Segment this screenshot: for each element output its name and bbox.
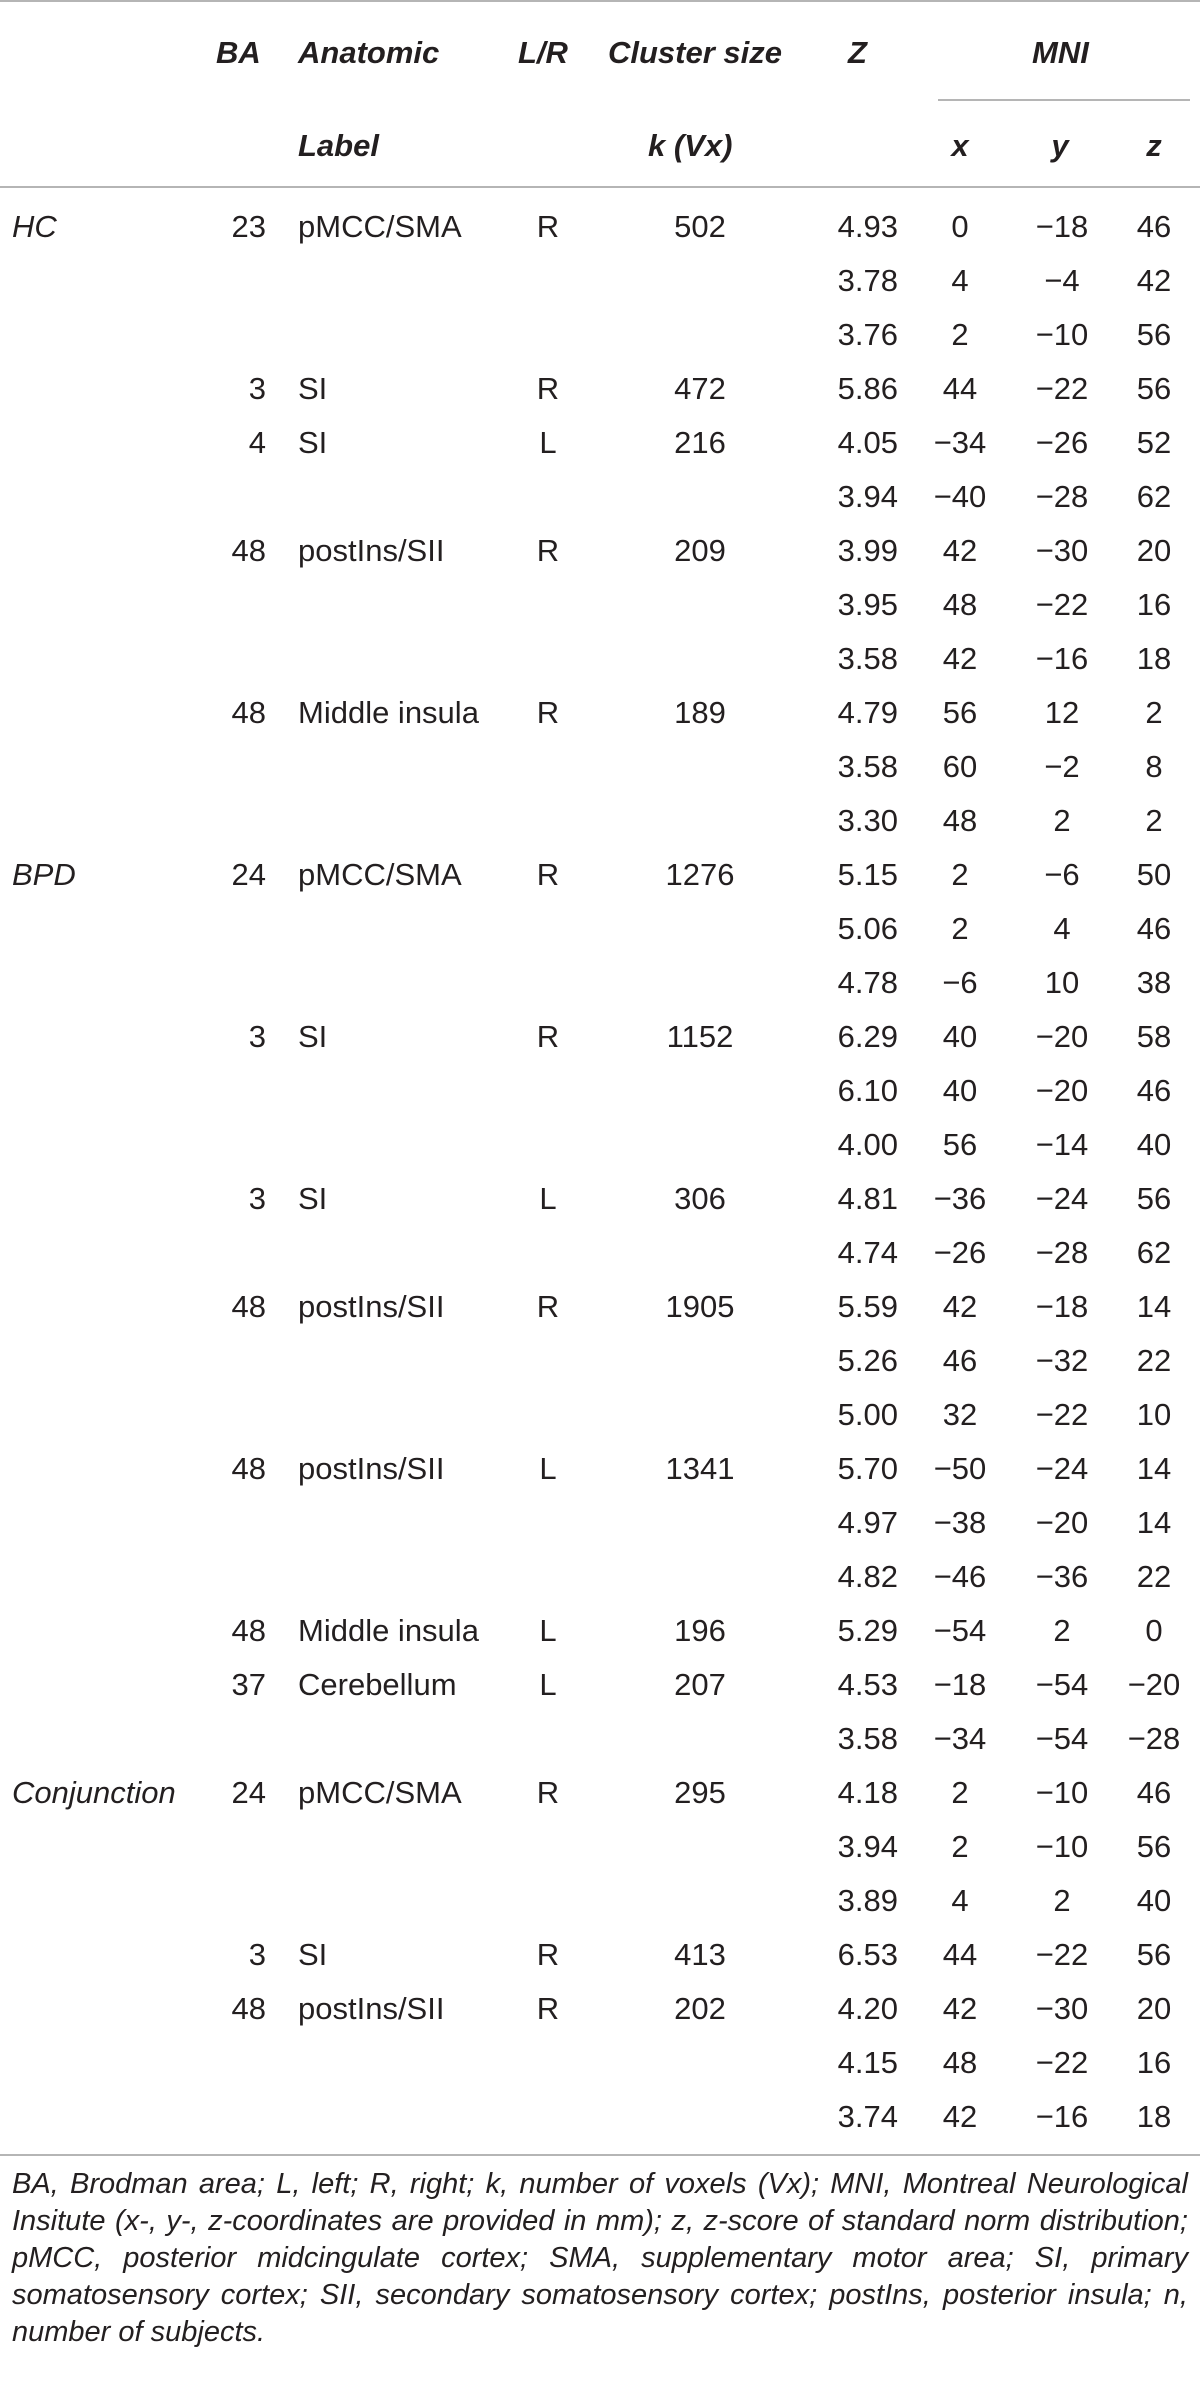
cell-mni-z: 10 [1136,1397,1172,1432]
cell-mni-y: −54 [1035,1667,1089,1702]
table-row [0,2036,1200,2090]
cell-mni-z: 56 [1136,1181,1172,1216]
cell-ba: 48 [231,1991,266,2026]
cell-mni-z: 20 [1136,533,1172,568]
table-top-rule [0,0,1200,2]
cell-mni-z: 56 [1136,317,1172,352]
cell-mni-y: −36 [1035,1559,1089,1594]
cell-mni-z: 62 [1136,479,1172,514]
cell-mni-z: 58 [1136,1019,1172,1054]
cell-lr: R [536,1289,560,1324]
cell-z-score: 6.53 [837,1937,898,1972]
table-row [0,362,1200,416]
table-row [0,1334,1200,1388]
cell-mni-y: −16 [1035,641,1089,676]
table-row [0,1388,1200,1442]
cell-mni-y: −24 [1035,1451,1089,1486]
cell-anatomic-label: pMCC/SMA [298,1775,462,1810]
table-row [0,1712,1200,1766]
cell-mni-y: −18 [1035,209,1089,244]
cell-anatomic-label: SI [298,1937,328,1972]
cell-mni-x: 2 [951,857,969,892]
cell-mni-y: −28 [1035,1235,1089,1270]
cell-mni-y: 2 [1053,1883,1071,1918]
cell-lr: R [536,1019,560,1054]
cell-mni-x: 56 [942,1127,978,1162]
table-row [0,1064,1200,1118]
cell-z-score: 4.78 [837,965,898,1000]
header-x: x [951,128,969,163]
cell-lr: L [539,425,557,460]
cell-mni-z: 46 [1136,1775,1172,1810]
cell-mni-y: −2 [1044,749,1080,784]
cell-z-score: 4.97 [837,1505,898,1540]
cell-ba: 24 [231,1775,266,1810]
cell-mni-x: 2 [951,1829,969,1864]
table-row [0,1928,1200,1982]
cell-anatomic-label: postIns/SII [298,1289,445,1324]
cell-z-score: 3.99 [837,533,898,568]
cell-mni-y: −10 [1035,317,1089,352]
cell-z-score: 3.94 [837,479,898,514]
table-row [0,1226,1200,1280]
cell-z-score: 3.78 [837,263,898,298]
cell-z-score: 3.76 [837,317,898,352]
cell-anatomic-label: pMCC/SMA [298,209,462,244]
cell-cluster-size: 1341 [665,1451,735,1486]
table-row [0,1496,1200,1550]
cell-mni-x: 42 [942,1991,978,2026]
cell-lr: L [539,1451,557,1486]
cell-mni-y: 4 [1053,911,1071,946]
cell-mni-z: 56 [1136,1937,1172,1972]
cell-mni-x: −54 [933,1613,987,1648]
table-row [0,1874,1200,1928]
cell-anatomic-label: pMCC/SMA [298,857,462,892]
table-row [0,470,1200,524]
cell-ba: 3 [248,1937,266,1972]
cell-mni-z: 8 [1145,749,1163,784]
header-k-vx: k (Vx) [648,128,733,163]
cell-mni-y: −32 [1035,1343,1089,1378]
cell-z-score: 6.10 [837,1073,898,1108]
cell-mni-z: 22 [1136,1559,1172,1594]
cell-cluster-size: 216 [674,425,726,460]
cell-group: HC [12,209,57,244]
cell-mni-x: 0 [951,209,969,244]
cell-mni-z: 50 [1136,857,1172,892]
cell-z-score: 5.29 [837,1613,898,1648]
mni-span-rule [938,99,1190,101]
cell-lr: R [536,857,560,892]
cell-group: BPD [12,857,76,892]
table-footnote: BA, Brodman area; L, left; R, right; k, number of voxels (Vx); MNI, Montreal Neurological Insitute (x-, y-, z-coordinates are provided in mm); z, z-score of standard norm distribution; pMCC, posterior midcingulate cortex; SMA, supplementary motor area; SI, primary somatosensory cortex; SII, secondary somatosensory cortex; postIns, posterior insula; n, number of subjects. [12,2168,1188,2348]
table-bottom-rule [0,2154,1200,2156]
cell-ba: 48 [231,533,266,568]
cell-ba: 48 [231,1451,266,1486]
cell-mni-y: 2 [1053,1613,1071,1648]
cell-z-score: 4.93 [837,209,898,244]
table-row [0,956,1200,1010]
cell-mni-y: 2 [1053,803,1071,838]
cell-z-score: 6.29 [837,1019,898,1054]
table-row [0,308,1200,362]
cell-mni-z: 18 [1136,2099,1172,2134]
cell-anatomic-label: postIns/SII [298,1991,445,2026]
table-row [0,1118,1200,1172]
cell-mni-z: 14 [1136,1451,1172,1486]
table-row [0,1550,1200,1604]
cell-z-score: 3.30 [837,803,898,838]
cell-z-score: 4.53 [837,1667,898,1702]
cell-z-score: 4.81 [837,1181,898,1216]
table-row [0,1820,1200,1874]
table-row [0,1604,1200,1658]
cell-ba: 37 [231,1667,266,1702]
cell-mni-x: 2 [951,1775,969,1810]
cell-z-score: 4.82 [837,1559,898,1594]
table-row [0,1010,1200,1064]
header-ba: BA [216,35,261,70]
cell-lr: R [536,371,560,406]
cell-cluster-size: 196 [674,1613,726,1648]
cell-ba: 48 [231,695,266,730]
cell-mni-y: −22 [1035,587,1089,622]
cell-z-score: 5.70 [837,1451,898,1486]
header-z: Z [848,35,867,70]
cell-mni-z: 22 [1136,1343,1172,1378]
cell-mni-x: 44 [942,371,978,406]
cell-mni-x: 40 [942,1019,978,1054]
cell-cluster-size: 1905 [665,1289,735,1324]
cell-mni-z: 16 [1136,2045,1172,2080]
cell-mni-z: 2 [1145,803,1163,838]
cell-mni-x: 32 [942,1397,978,1432]
cell-mni-x: −18 [933,1667,987,1702]
cell-mni-z: 56 [1136,371,1172,406]
cell-mni-z: 38 [1136,965,1172,1000]
cell-mni-z: 16 [1136,587,1172,622]
cell-mni-y: −54 [1035,1721,1089,1756]
cell-ba: 4 [248,425,266,460]
table-row [0,254,1200,308]
header-z-coord: z [1146,128,1162,163]
cell-mni-y: 12 [1044,695,1080,730]
cell-mni-x: 2 [951,317,969,352]
cell-mni-x: 44 [942,1937,978,1972]
cell-lr: L [539,1181,557,1216]
table-row [0,1442,1200,1496]
cell-anatomic-label: SI [298,425,328,460]
cell-z-score: 5.26 [837,1343,898,1378]
cell-mni-z: 56 [1136,1829,1172,1864]
cell-mni-z: 40 [1136,1127,1172,1162]
cell-mni-x: 60 [942,749,978,784]
table-row [0,416,1200,470]
cell-anatomic-label: Cerebellum [298,1667,457,1702]
cell-mni-y: −10 [1035,1829,1089,1864]
cell-z-score: 3.95 [837,587,898,622]
cell-cluster-size: 413 [674,1937,726,1972]
cell-lr: R [536,1775,560,1810]
cell-mni-y: −30 [1035,1991,1089,2026]
cell-mni-y: −20 [1035,1019,1089,1054]
table-row [0,1766,1200,1820]
cell-mni-y: −16 [1035,2099,1089,2134]
cell-mni-y: −22 [1035,371,1089,406]
cell-z-score: 5.00 [837,1397,898,1432]
cell-mni-z: 46 [1136,209,1172,244]
cell-mni-y: −4 [1044,263,1080,298]
cell-cluster-size: 202 [674,1991,726,2026]
cell-mni-x: −40 [933,479,987,514]
cell-mni-x: 42 [942,2099,978,2134]
cell-mni-x: −46 [933,1559,987,1594]
header-anatomic: Anatomic [298,35,440,70]
cell-cluster-size: 502 [674,209,726,244]
cell-mni-x: 40 [942,1073,978,1108]
cell-mni-x: −34 [933,425,987,460]
cell-mni-x: 4 [951,263,969,298]
cell-mni-y: −6 [1044,857,1080,892]
cell-mni-x: 42 [942,1289,978,1324]
cell-cluster-size: 1152 [666,1019,734,1054]
cell-lr: L [539,1667,557,1702]
cell-mni-x: 46 [942,1343,978,1378]
cell-z-score: 4.15 [837,2045,898,2080]
cell-mni-x: −36 [933,1181,987,1216]
table-row [0,578,1200,632]
cell-mni-x: 48 [942,2045,978,2080]
table-row [0,524,1200,578]
table-row [0,1982,1200,2036]
cell-z-score: 4.00 [837,1127,898,1162]
cell-mni-x: −50 [933,1451,987,1486]
table-row [0,740,1200,794]
cell-ba: 3 [248,1181,266,1216]
cell-mni-z: −28 [1127,1721,1181,1756]
table-row [0,2090,1200,2144]
cell-lr: L [539,1613,557,1648]
cell-z-score: 3.58 [837,641,898,676]
cell-mni-x: 48 [942,587,978,622]
cell-group: Conjunction [12,1775,176,1810]
cell-mni-z: 62 [1136,1235,1172,1270]
cell-lr: R [536,533,560,568]
cell-lr: R [536,695,560,730]
cell-z-score: 5.86 [837,371,898,406]
header-y: y [1051,128,1069,163]
cell-mni-z: 42 [1136,263,1172,298]
cell-z-score: 3.58 [837,749,898,784]
cell-mni-x: 56 [942,695,978,730]
cell-mni-y: −28 [1035,479,1089,514]
cell-z-score: 5.06 [837,911,898,946]
cell-z-score: 3.74 [837,2099,898,2134]
cell-lr: R [536,209,560,244]
cell-mni-x: −26 [933,1235,987,1270]
cell-mni-x: 42 [942,641,978,676]
cell-mni-y: −24 [1035,1181,1089,1216]
cell-cluster-size: 472 [674,371,726,406]
table-row [0,902,1200,956]
cell-z-score: 4.79 [837,695,898,730]
cell-mni-z: 2 [1145,695,1163,730]
table-row [0,200,1200,254]
header-lr: L/R [518,35,568,70]
cell-anatomic-label: SI [298,371,328,406]
cell-mni-z: 18 [1136,641,1172,676]
cell-mni-z: 52 [1136,425,1172,460]
cell-z-score: 3.94 [837,1829,898,1864]
cell-z-score: 3.89 [837,1883,898,1918]
cell-anatomic-label: Middle insula [298,695,479,730]
cell-z-score: 4.74 [837,1235,898,1270]
cell-z-score: 4.20 [837,1991,898,2026]
cell-ba: 48 [231,1613,266,1648]
cell-anatomic-label: postIns/SII [298,1451,445,1486]
table-row [0,1658,1200,1712]
header-label: Label [298,128,379,163]
cell-cluster-size: 1276 [665,857,735,892]
cell-cluster-size: 209 [674,533,726,568]
cell-mni-z: 14 [1136,1289,1172,1324]
table-row [0,794,1200,848]
cell-mni-x: 42 [942,533,978,568]
cell-anatomic-label: SI [298,1019,328,1054]
table-row [0,1172,1200,1226]
cell-mni-y: −20 [1035,1073,1089,1108]
cell-mni-z: 14 [1136,1505,1172,1540]
cell-ba: 24 [231,857,266,892]
cell-mni-z: 20 [1136,1991,1172,2026]
cell-anatomic-label: postIns/SII [298,533,445,568]
cell-mni-x: 4 [951,1883,969,1918]
cell-mni-y: −30 [1035,533,1089,568]
table-row [0,1280,1200,1334]
cell-cluster-size: 189 [674,695,726,730]
cell-cluster-size: 295 [674,1775,726,1810]
cell-mni-z: −20 [1127,1667,1181,1702]
cell-ba: 3 [248,1019,266,1054]
cell-anatomic-label: Middle insula [298,1613,479,1648]
cell-mni-x: 48 [942,803,978,838]
cell-mni-z: 40 [1136,1883,1172,1918]
header-cluster-size: Cluster size [608,35,783,70]
cell-mni-x: 2 [951,911,969,946]
cell-mni-y: −18 [1035,1289,1089,1324]
cell-mni-z: 46 [1136,1073,1172,1108]
cell-mni-z: 0 [1145,1613,1163,1648]
cell-mni-y: −10 [1035,1775,1089,1810]
cell-z-score: 3.58 [837,1721,898,1756]
table-row [0,848,1200,902]
cell-mni-x: −38 [933,1505,987,1540]
cell-z-score: 4.18 [837,1775,898,1810]
cell-mni-y: −20 [1035,1505,1089,1540]
cell-mni-y: −22 [1035,2045,1089,2080]
cell-mni-x: −6 [942,965,978,1000]
cell-cluster-size: 207 [674,1667,726,1702]
cell-lr: R [536,1937,560,1972]
cell-mni-y: −22 [1035,1937,1089,1972]
cell-cluster-size: 306 [674,1181,726,1216]
cell-mni-y: −22 [1035,1397,1089,1432]
cell-mni-y: −14 [1035,1127,1089,1162]
cell-z-score: 4.05 [837,425,898,460]
cell-ba: 48 [231,1289,266,1324]
header-mni: MNI [1032,35,1089,70]
cell-z-score: 5.59 [837,1289,898,1324]
cell-mni-x: −34 [933,1721,987,1756]
cell-ba: 3 [248,371,266,406]
cell-anatomic-label: SI [298,1181,328,1216]
cell-mni-z: 46 [1136,911,1172,946]
cell-mni-y: −26 [1035,425,1089,460]
cell-mni-y: 10 [1044,965,1080,1000]
table-row [0,632,1200,686]
header-bottom-rule [0,186,1200,188]
cell-ba: 23 [231,209,266,244]
cell-z-score: 5.15 [837,857,898,892]
cell-lr: R [536,1991,560,2026]
table-row [0,686,1200,740]
